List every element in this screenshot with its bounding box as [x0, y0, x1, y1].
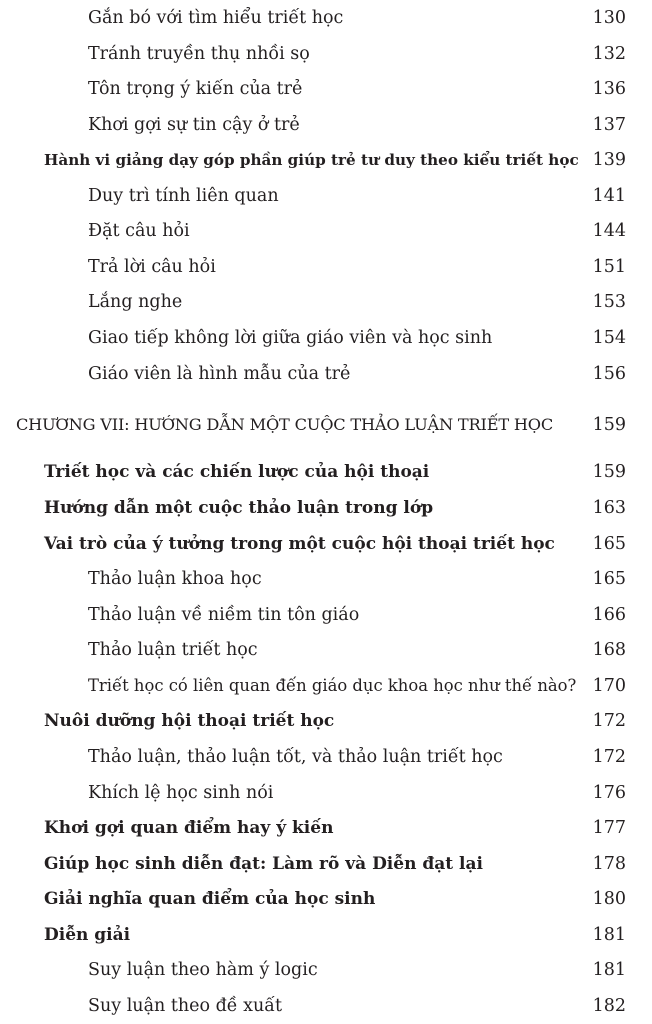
toc-entry-title: Gắn bó với tìm hiểu triết học [88, 8, 344, 28]
toc-entry-title: Hành vi giảng dạy góp phần giúp trẻ tư duy theo kiểu triết học [44, 151, 579, 169]
toc-entry [0, 108, 652, 142]
toc-entry-title: Hướng dẫn một cuộc thảo luận trong lớp [44, 498, 434, 518]
toc-entry-page: 130 [592, 8, 626, 28]
toc-entry-title: Diễn giải [44, 925, 131, 945]
toc-entry [0, 669, 652, 703]
toc-entry-page: 156 [592, 364, 626, 384]
toc-entry-title: Trả lời câu hỏi [88, 257, 216, 277]
toc-entry [0, 250, 652, 284]
toc-entry [0, 776, 652, 810]
toc-entry-title: Triết học có liên quan đến giáo dục khoa học như thế nào? [88, 676, 577, 695]
toc-entry-title: Giáo viên là hình mẫu của trẻ [88, 364, 351, 384]
toc-entry [0, 704, 652, 738]
toc-entry [0, 321, 652, 355]
toc-entry-page: 181 [592, 925, 626, 945]
toc-entry-title: Khơi gợi quan điểm hay ý kiến [44, 818, 334, 838]
toc-entry-page: 139 [592, 150, 626, 170]
toc-entry [0, 285, 652, 319]
chapter-page: 159 [592, 415, 626, 435]
toc-entry [0, 740, 652, 774]
toc-entry-title: Triết học và các chiến lược của hội thoại [44, 462, 430, 482]
toc-entry-page: 159 [592, 462, 626, 482]
toc-entry-page: 144 [592, 221, 626, 241]
toc-entry-title: Nuôi dưỡng hội thoại triết học [44, 711, 335, 731]
toc-entry [0, 37, 652, 71]
toc-entry [0, 562, 652, 596]
toc-entry-title: Thảo luận khoa học [88, 569, 262, 589]
toc-entry-title: Tránh truyền thụ nhồi sọ [88, 44, 310, 64]
toc-entry-title: Thảo luận triết học [88, 640, 258, 660]
toc-entry-title: Giao tiếp không lời giữa giáo viên và học sinh [88, 328, 493, 348]
toc-entry-title: Duy trì tính liên quan [88, 186, 279, 206]
toc-entry [0, 953, 652, 987]
toc-entry-title: Khơi gợi sự tin cậy ở trẻ [88, 115, 300, 135]
toc-entry-page: 172 [592, 747, 626, 767]
toc-entry-page: 176 [592, 783, 626, 803]
toc-entry-title: Đặt câu hỏi [88, 221, 190, 241]
toc-entry-page: 170 [592, 676, 626, 696]
toc-entry [0, 1, 652, 35]
toc-entry-title: Thảo luận về niềm tin tôn giáo [88, 605, 360, 625]
toc-entry-title: Khích lệ học sinh nói [88, 783, 274, 803]
toc-entry [0, 847, 652, 881]
toc-entry-page: 154 [592, 328, 626, 348]
toc-entry-title: Giải nghĩa quan điểm của học sinh [44, 889, 376, 909]
toc-entry-page: 182 [592, 996, 626, 1016]
toc-entry-page: 178 [592, 854, 626, 874]
toc-entry-title: Giúp học sinh diễn đạt: Làm rõ và Diễn đạt lại [44, 854, 483, 874]
toc-entry-title: Suy luận theo hàm ý logic [88, 960, 318, 980]
toc-entry-page: 141 [592, 186, 626, 206]
toc-entry-title: Tôn trọng ý kiến của trẻ [88, 79, 303, 99]
toc-entry [0, 72, 652, 106]
toc-entry [0, 143, 652, 177]
toc-entry [0, 633, 652, 667]
toc-entry-title: Thảo luận, thảo luận tốt, và thảo luận triết học [88, 747, 503, 767]
chapter-heading [0, 408, 652, 442]
toc-entry-page: 172 [592, 711, 626, 731]
toc-entry-page: 163 [592, 498, 626, 518]
toc-entry-page: 137 [592, 115, 626, 135]
toc-entry [0, 527, 652, 561]
toc-entry [0, 989, 652, 1023]
toc-entry [0, 811, 652, 845]
toc-entry [0, 455, 652, 489]
toc-entry-title: Lắng nghe [88, 292, 183, 312]
toc-entry-page: 165 [592, 569, 626, 589]
toc-entry-page: 132 [592, 44, 626, 64]
toc-entry [0, 357, 652, 391]
toc-entry [0, 918, 652, 952]
toc-entry-page: 177 [592, 818, 626, 838]
toc-entry-page: 153 [592, 292, 626, 312]
toc-entry-page: 136 [592, 79, 626, 99]
toc-entry [0, 491, 652, 525]
toc-entry [0, 882, 652, 916]
chapter-title: CHƯƠNG VII: HƯỚNG DẪN MỘT CUỘC THẢO LUẬN TRIẾT HỌC [16, 415, 554, 434]
toc-entry-page: 165 [592, 534, 626, 554]
toc-entry [0, 598, 652, 632]
toc-entry-page: 168 [592, 640, 626, 660]
toc-entry [0, 179, 652, 213]
toc-entry-page: 166 [592, 605, 626, 625]
toc-entry-title: Vai trò của ý tưởng trong một cuộc hội thoại triết học [44, 534, 555, 554]
toc-entry-page: 181 [592, 960, 626, 980]
toc-entry-title: Suy luận theo đề xuất [88, 996, 283, 1016]
toc-entry-page: 151 [592, 257, 626, 277]
toc-entry-page: 180 [592, 889, 626, 909]
toc-entry [0, 214, 652, 248]
